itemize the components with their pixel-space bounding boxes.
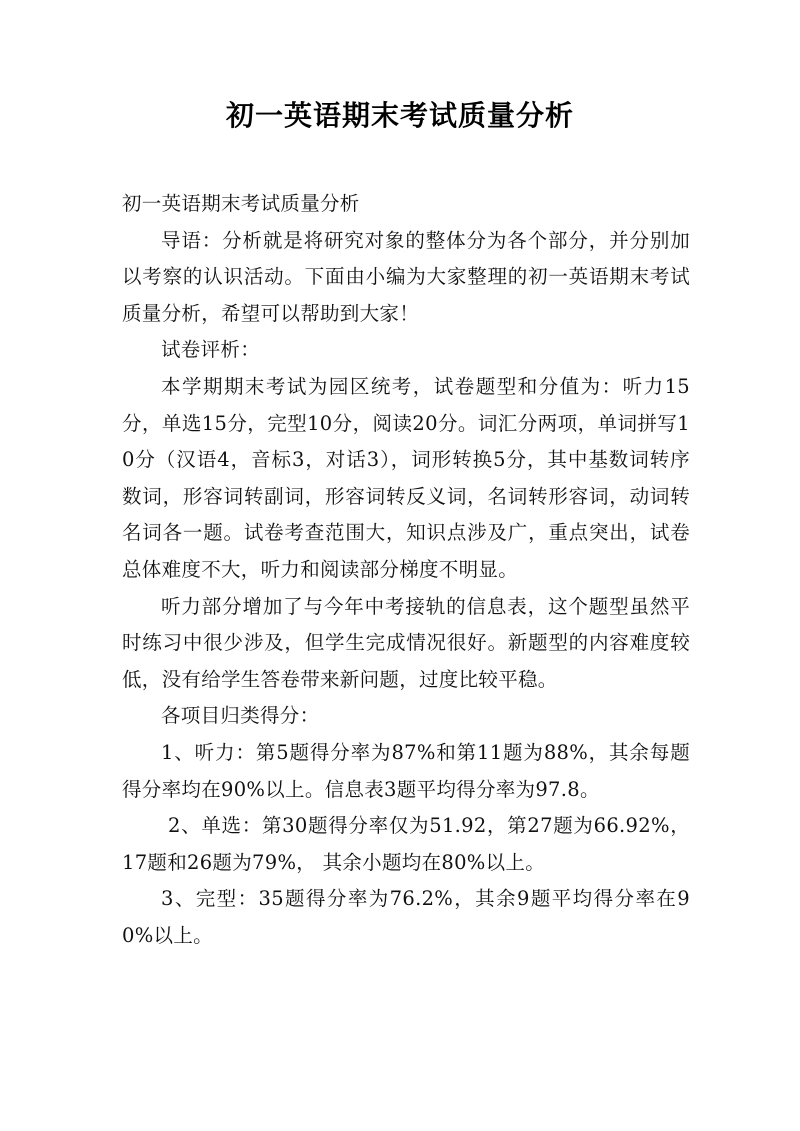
paragraph-subtitle: 初一英语期末考试质量分析 (122, 192, 360, 215)
paragraph-intro: 导语：分析就是将研究对象的整体分为各个部分，并分别加以考察的认识活动。下面由小编为大家整理的初一英语期末考试质量分析，希望可以帮助到大家！ (122, 228, 690, 325)
document-title: 初一英语期末考试质量分析 (225, 99, 574, 132)
paragraph-item-single-choice: 2、单选：第30题得分率仅为51.92，第27题为66.92%，17题和26题为79%， 其余小题均在80%以上。 (122, 814, 690, 874)
paragraph-exam-structure: 本学期期末考试为园区统考，试卷题型和分值为：听力15分，单选15分，完型10分，阅读20分。词汇分两项，单词拼写10分（汉语4，音标3，对话3），词形转换5分，其中基数词转序数词，形容词转副词，形容词转反义词，名词转形容词，动词转名词各一题。试卷考查范围大，知识点涉及广，重点突出，试卷总体难度不大，听力和阅读部分梯度不明显。 (122, 374, 690, 581)
paragraph-listening-note: 听力部分增加了与今年中考接轨的信息表，这个题型虽然平时练习中很少涉及，但学生完成情况很好。新题型的内容难度较低，没有给学生答卷带来新问题，过度比较平稳。 (122, 594, 690, 691)
paragraph-category-heading: 各项目归类得分： (161, 704, 320, 728)
document-body (122, 186, 690, 954)
paragraph-section-heading: 试卷评析： (161, 338, 261, 362)
paragraph-item-cloze: 3、完型：35题得分率为76.2%，其余9题平均得分率在90%以上。 (122, 887, 690, 947)
paragraph-item-listening: 1、听力：第5题得分率为87%和第11题为88%，其余每题得分率均在90%以上。信息表3题平均得分率为97.8。 (122, 740, 690, 801)
